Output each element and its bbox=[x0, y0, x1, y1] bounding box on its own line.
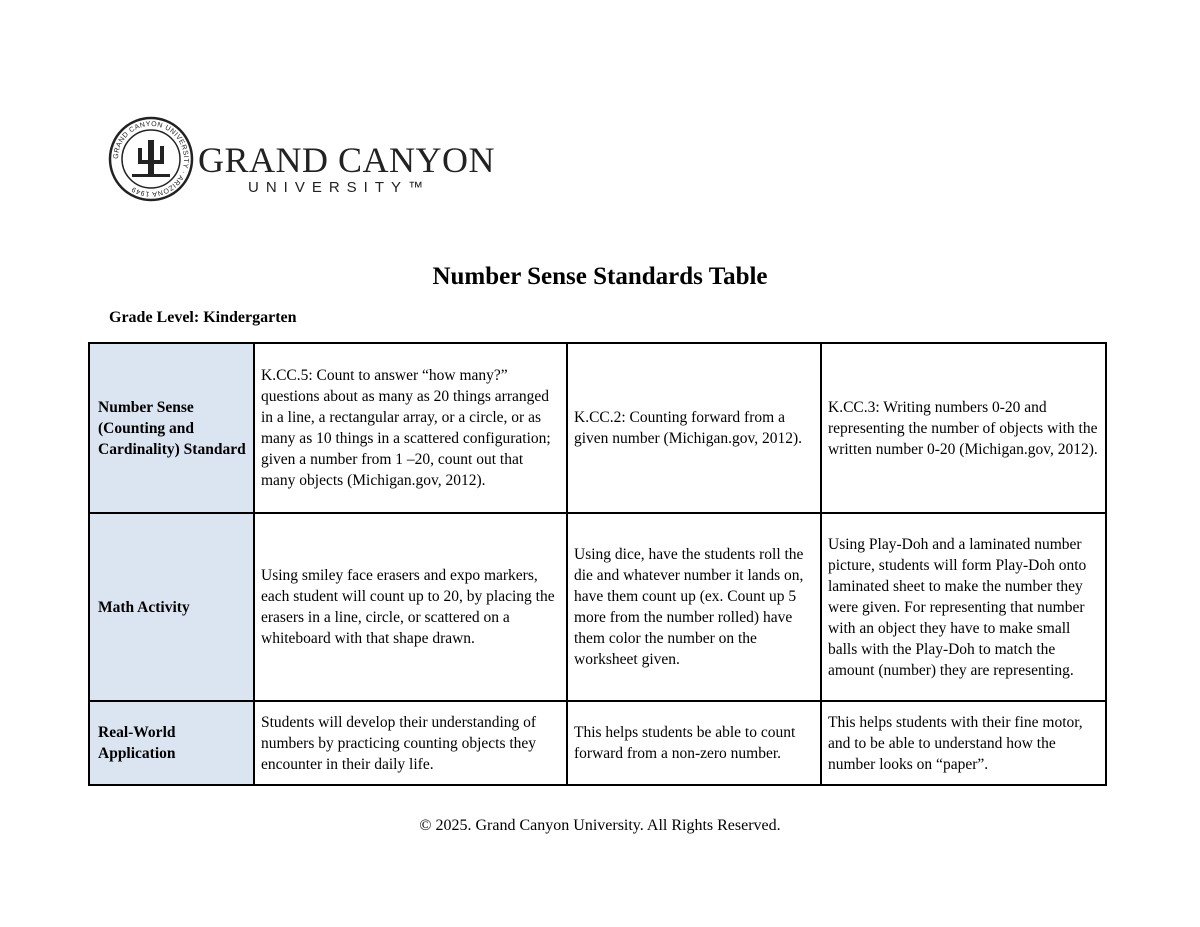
table-cell: This helps students be able to count forward from a non-zero number. bbox=[567, 701, 821, 785]
standards-table bbox=[88, 342, 1107, 786]
table-cell: Using Play-Doh and a laminated number picture, students will form Play-Doh onto laminated sheet to make the number they were given. For representing that number with an object they have to make small balls with the Play-Doh to match the amount (number) they are representing. bbox=[821, 513, 1106, 701]
logo-sub: UNIVERSITY™ bbox=[248, 179, 431, 196]
copyright-footer: © 2025. Grand Canyon University. All Rights Reserved. bbox=[419, 817, 781, 834]
table-row bbox=[89, 701, 1106, 785]
table-row bbox=[89, 343, 1106, 513]
table-cell: K.CC.2: Counting forward from a given number (Michigan.gov, 2012). bbox=[567, 343, 821, 513]
table-cell: K.CC.3: Writing numbers 0-20 and representing the number of objects with the written number 0-20 (Michigan.gov, 2012). bbox=[821, 343, 1106, 513]
svg-text:GRAND CANYON UNIVERSITY · ARIZ: GRAND CANYON UNIVERSITY · ARIZONA 1949 bbox=[112, 120, 190, 198]
row-header: Math Activity bbox=[89, 513, 254, 701]
university-seal-icon bbox=[108, 116, 194, 202]
table-cell: Using dice, have the students roll the die and whatever number it lands on, have them count up (ex. Count up 5 more from the number rolled) have them color the number on the worksheet given. bbox=[567, 513, 821, 701]
logo-name: GRAND CANYON bbox=[198, 140, 496, 180]
table-cell: K.CC.5: Count to answer “how many?” questions about as many as 20 things arranged in a line, a rectangular array, or a circle, or as many as 10 things in a scattered configuration; given a number from 1 –20, count out that many objects (Michigan.gov, 2012). bbox=[254, 343, 567, 513]
table-cell: Using smiley face erasers and expo markers, each student will count up to 20, by placing the erasers in a line, circle, or scattered on a whiteboard with that shape drawn. bbox=[254, 513, 567, 701]
table-cell: This helps students with their fine motor, and to be able to understand how the number looks on “paper”. bbox=[821, 701, 1106, 785]
page-title: Number Sense Standards Table bbox=[432, 263, 768, 290]
row-header: Real-World Application bbox=[89, 701, 254, 785]
grade-level: Grade Level: Kindergarten bbox=[109, 309, 297, 326]
row-header: Number Sense (Counting and Cardinality) Standard bbox=[89, 343, 254, 513]
table-row bbox=[89, 513, 1106, 701]
table-cell: Students will develop their understanding of numbers by practicing counting objects they encounter in their daily life. bbox=[254, 701, 567, 785]
university-logo bbox=[108, 116, 496, 202]
